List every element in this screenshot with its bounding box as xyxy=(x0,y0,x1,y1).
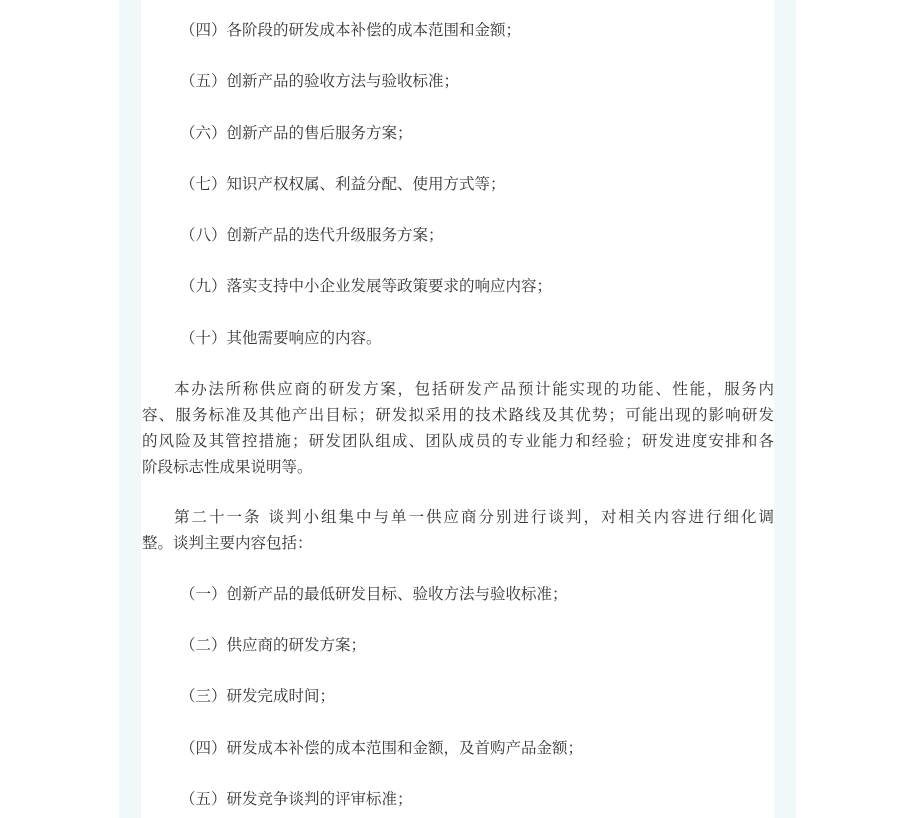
list-item: （五）研发竞争谈判的评审标准； xyxy=(180,790,413,808)
paragraph-line: 本办法所称供应商的研发方案，包括研发产品预计能实现的功能、性能，服务内 xyxy=(174,380,774,398)
paragraph-line: 阶段标志性成果说明等。 xyxy=(142,458,313,476)
list-item: （一）创新产品的最低研发目标、验收方法与验收标准； xyxy=(180,585,568,603)
list-item: （九）落实支持中小企业发展等政策要求的响应内容； xyxy=(180,277,553,295)
paragraph-article-21 xyxy=(142,504,774,556)
list-item: （五）创新产品的验收方法与验收标准； xyxy=(180,72,460,90)
paragraph-line: 的风险及其管控措施；研发团队组成、团队成员的专业能力和经验；研发进度安排和各 xyxy=(142,432,774,450)
list-item: （六）创新产品的售后服务方案； xyxy=(180,124,413,142)
list-item: （十）其他需要响应的内容。 xyxy=(180,329,382,347)
list-item: （四）各阶段的研发成本补偿的成本范围和金额； xyxy=(180,21,522,39)
paragraph-line: 容、服务标准及其他产出目标；研发拟采用的技术路线及其优势；可能出现的影响研发 xyxy=(142,406,774,424)
paragraph-line: 第二十一条 谈判小组集中与单一供应商分别进行谈判，对相关内容进行细化调 xyxy=(174,508,774,526)
list-item: （四）研发成本补偿的成本范围和金额，及首购产品金额； xyxy=(180,739,584,757)
list-item: （二）供应商的研发方案； xyxy=(180,636,367,654)
list-item: （三）研发完成时间； xyxy=(180,687,336,705)
list-item: （七）知识产权权属、利益分配、使用方式等； xyxy=(180,175,506,193)
list-item: （八）创新产品的迭代升级服务方案； xyxy=(180,226,444,244)
paragraph-research-plan xyxy=(142,376,774,480)
paragraph-line: 整。谈判主要内容包括： xyxy=(142,534,313,552)
